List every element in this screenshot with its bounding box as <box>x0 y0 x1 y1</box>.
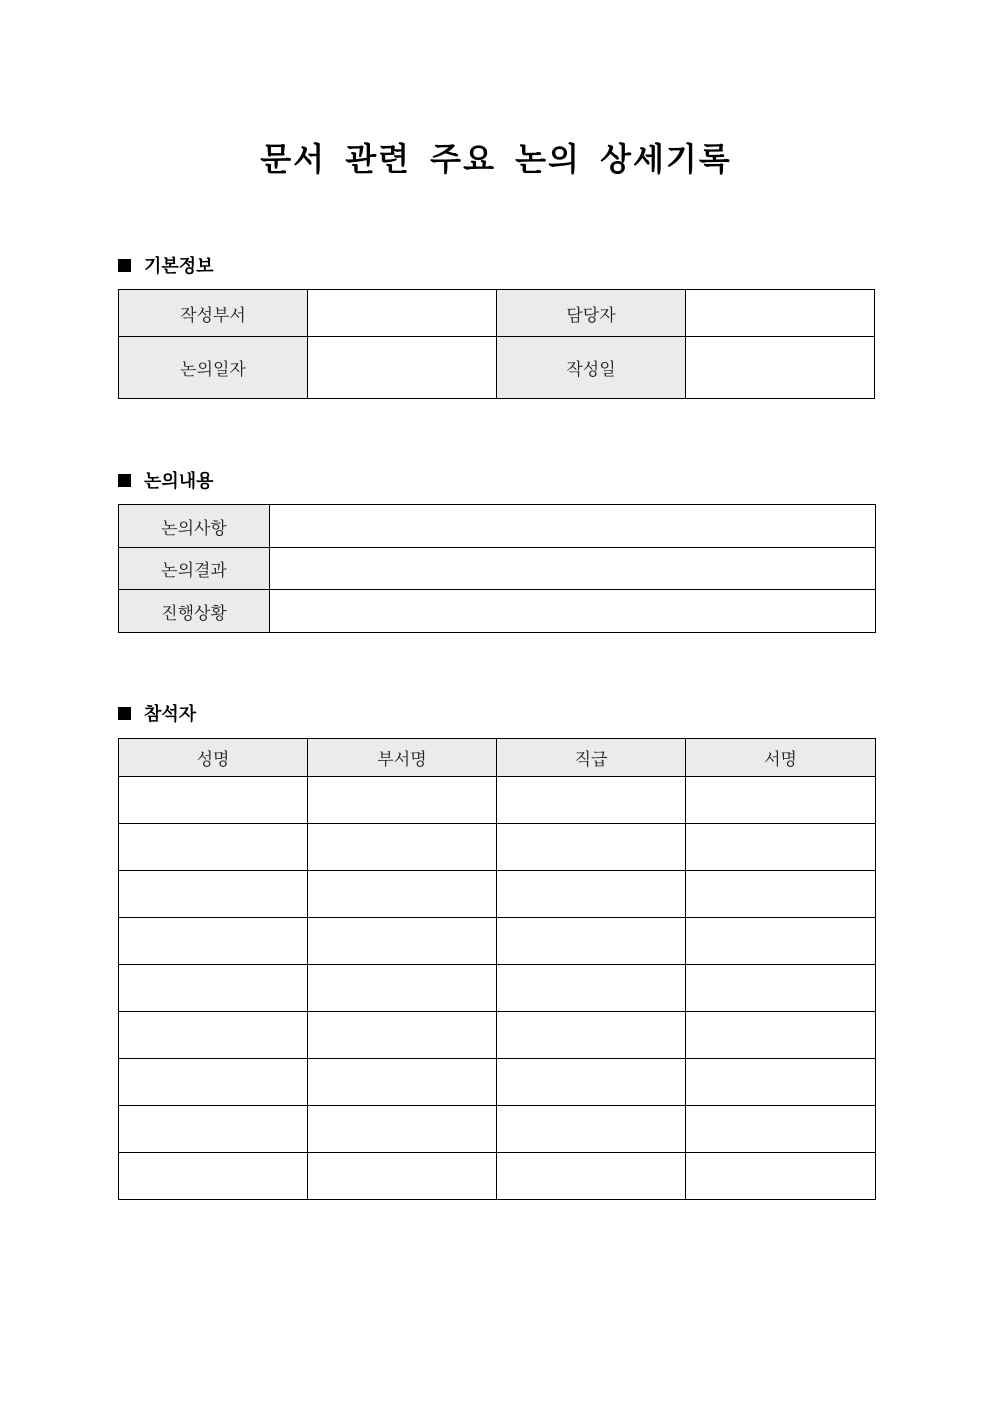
basic-info-table <box>118 289 875 399</box>
attendee-department-cell[interactable] <box>308 1153 497 1200</box>
column-header-name: 성명 <box>119 739 308 777</box>
table-row <box>119 777 876 824</box>
attendee-department-cell[interactable] <box>308 1106 497 1153</box>
attendee-name-cell[interactable] <box>119 1153 308 1200</box>
discussion-result-field[interactable] <box>270 548 876 590</box>
attendee-signature-cell[interactable] <box>686 918 876 965</box>
attendee-name-cell[interactable] <box>119 777 308 824</box>
discussion-topic-label: 논의사항 <box>119 505 270 548</box>
attendee-signature-cell[interactable] <box>686 965 876 1012</box>
table-row <box>119 1059 876 1106</box>
attendee-rank-cell[interactable] <box>497 777 686 824</box>
attendee-rank-cell[interactable] <box>497 1012 686 1059</box>
attendee-signature-cell[interactable] <box>686 1059 876 1106</box>
discussion-topic-field[interactable] <box>270 505 876 548</box>
table-row <box>119 590 876 633</box>
attendee-signature-cell[interactable] <box>686 777 876 824</box>
section-heading-attendees <box>118 701 196 725</box>
section-heading-discussion <box>118 468 214 492</box>
table-header-row <box>119 739 876 777</box>
attendee-rank-cell[interactable] <box>497 1106 686 1153</box>
discussion-table <box>118 504 876 633</box>
attendee-name-cell[interactable] <box>119 1106 308 1153</box>
column-header-signature: 서명 <box>686 739 876 777</box>
attendee-department-cell[interactable] <box>308 918 497 965</box>
attendee-name-cell[interactable] <box>119 824 308 871</box>
section-heading-label: 기본정보 <box>144 256 214 277</box>
dept-label: 작성부서 <box>119 290 308 337</box>
table-row <box>119 505 876 548</box>
attendees-table <box>118 738 876 1200</box>
discussion-date-label: 논의일자 <box>119 337 308 399</box>
table-row <box>119 918 876 965</box>
section-heading-label: 논의내용 <box>144 471 214 492</box>
attendee-department-cell[interactable] <box>308 871 497 918</box>
dept-field[interactable] <box>308 290 497 337</box>
attendee-department-cell[interactable] <box>308 965 497 1012</box>
attendee-name-cell[interactable] <box>119 871 308 918</box>
column-header-department: 부서명 <box>308 739 497 777</box>
table-row <box>119 1106 876 1153</box>
attendee-signature-cell[interactable] <box>686 1153 876 1200</box>
attendee-name-cell[interactable] <box>119 1059 308 1106</box>
square-bullet-icon <box>118 259 131 272</box>
written-date-field[interactable] <box>686 337 875 399</box>
discussion-result-label: 논의결과 <box>119 548 270 590</box>
attendee-rank-cell[interactable] <box>497 824 686 871</box>
table-row <box>119 824 876 871</box>
square-bullet-icon <box>118 707 131 720</box>
table-row <box>119 548 876 590</box>
table-row <box>119 965 876 1012</box>
table-row <box>119 1012 876 1059</box>
person-field[interactable] <box>686 290 875 337</box>
attendee-department-cell[interactable] <box>308 1059 497 1106</box>
attendee-name-cell[interactable] <box>119 1012 308 1059</box>
attendee-department-cell[interactable] <box>308 824 497 871</box>
page-title: 문서 관련 주요 논의 상세기록 <box>260 140 732 178</box>
table-row <box>119 337 875 399</box>
section-heading-basic-info <box>118 253 214 277</box>
attendee-rank-cell[interactable] <box>497 918 686 965</box>
attendee-rank-cell[interactable] <box>497 965 686 1012</box>
attendee-signature-cell[interactable] <box>686 1012 876 1059</box>
table-row <box>119 1153 876 1200</box>
written-date-label: 작성일 <box>497 337 686 399</box>
progress-status-label: 진행상황 <box>119 590 270 633</box>
progress-status-field[interactable] <box>270 590 876 633</box>
attendee-signature-cell[interactable] <box>686 824 876 871</box>
attendee-department-cell[interactable] <box>308 777 497 824</box>
attendee-department-cell[interactable] <box>308 1012 497 1059</box>
table-row <box>119 871 876 918</box>
table-row <box>119 290 875 337</box>
attendee-signature-cell[interactable] <box>686 1106 876 1153</box>
section-heading-label: 참석자 <box>144 704 197 725</box>
discussion-date-field[interactable] <box>308 337 497 399</box>
square-bullet-icon <box>118 474 131 487</box>
person-label: 담당자 <box>497 290 686 337</box>
attendee-rank-cell[interactable] <box>497 1153 686 1200</box>
attendee-name-cell[interactable] <box>119 918 308 965</box>
attendee-rank-cell[interactable] <box>497 1059 686 1106</box>
attendee-name-cell[interactable] <box>119 965 308 1012</box>
attendee-signature-cell[interactable] <box>686 871 876 918</box>
column-header-rank: 직급 <box>497 739 686 777</box>
attendee-rank-cell[interactable] <box>497 871 686 918</box>
